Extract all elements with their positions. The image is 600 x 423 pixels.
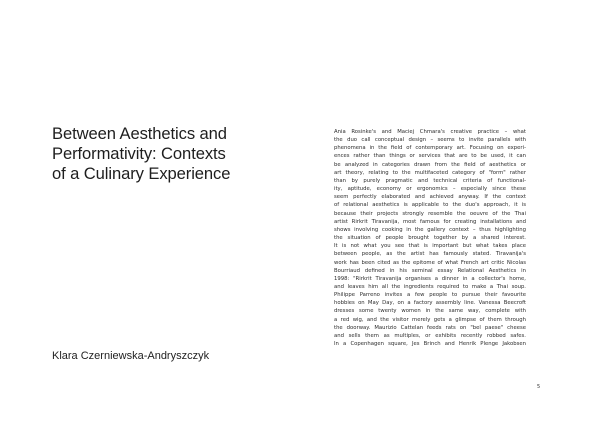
- body-line: ences rather than things or services that are to be used, it can: [334, 153, 526, 160]
- body-line: Bourriaud defined in his seminal essay Relational Aesthetics in: [334, 267, 526, 274]
- body-line: seem perfectly elaborated and achieved anyway. If the context: [334, 194, 526, 201]
- body-line: ity, aptitude, economy or ergonomics – especially since these: [334, 186, 526, 193]
- body-line: hobbies on May Day, on a factory assembly line. Vanessa Beecroft: [334, 300, 526, 307]
- page-number: 5: [537, 384, 541, 390]
- body-line: the doorway. Maurizio Cattelan feeds rats on "bel paese" cheese: [334, 324, 526, 331]
- body-line: the situation of people brought together by a shared interest.: [334, 235, 526, 242]
- body-line: be analyzed in categories drawn from the field of aesthetics or: [334, 161, 526, 168]
- chapter-title: [52, 124, 312, 184]
- body-line: shows involving cooking in the gallery context – thus highlighting: [334, 226, 526, 233]
- chapter-title-line: Between Aesthetics and: [52, 124, 227, 143]
- body-line: than by purely pragmatic and technical criteria of functional-: [334, 177, 526, 184]
- body-line: Ania Rosinke's and Maciej Chmara's creative practice – what: [334, 129, 526, 135]
- body-line: of relational aesthetics is applicable to the duo's approach, it is: [334, 202, 526, 209]
- body-line: a red wig, and the visitor merely gets a glimpse of them through: [334, 316, 526, 323]
- body-line: the duo call conceptual design – seems to invite parallels with: [334, 137, 526, 144]
- body-line: and leaves him all the ingredients required to make a Thai soup.: [334, 283, 526, 290]
- body-line: It is not what you see that is important but what takes place: [334, 243, 526, 250]
- body-line: work has been cited as the epitome of what French art critic Nicolas: [334, 259, 526, 266]
- body-text: [334, 128, 526, 348]
- body-line: dresses some twenty women in the same way, complete with: [334, 308, 526, 315]
- body-line: phenomena in the field of contemporary art. Focusing on experi-: [334, 145, 526, 152]
- body-line: Philippe Parreno invites a few people to pursue their favourite: [334, 292, 526, 299]
- author-name: Klara Czerniewska-Andryszczyk: [52, 350, 210, 362]
- body-line: and sells them as multiples, or exhibits recently robbed safes.: [334, 332, 526, 339]
- body-line: between people, as the artist has famously stated. Tiravanija's: [334, 251, 526, 258]
- body-line: In a Copenhagen square, Jes Brinch and Henrik Plenge Jakobsen: [334, 341, 526, 348]
- body-line: because their projects strongly resemble the oeuvre of the Thai: [334, 210, 526, 217]
- chapter-title-line: of a Culinary Experience: [52, 164, 231, 183]
- chapter-title-line: Performativity: Contexts: [52, 144, 226, 163]
- body-line: artist Rirkrit Tiravanija, most famous for creating installations and: [334, 218, 526, 225]
- body-line: 1998: "Rirkrit Tiravanija organises a dinner in a collector's home,: [334, 275, 526, 282]
- body-line: art theory, relating to the multifaceted category of "form" rather: [334, 169, 526, 176]
